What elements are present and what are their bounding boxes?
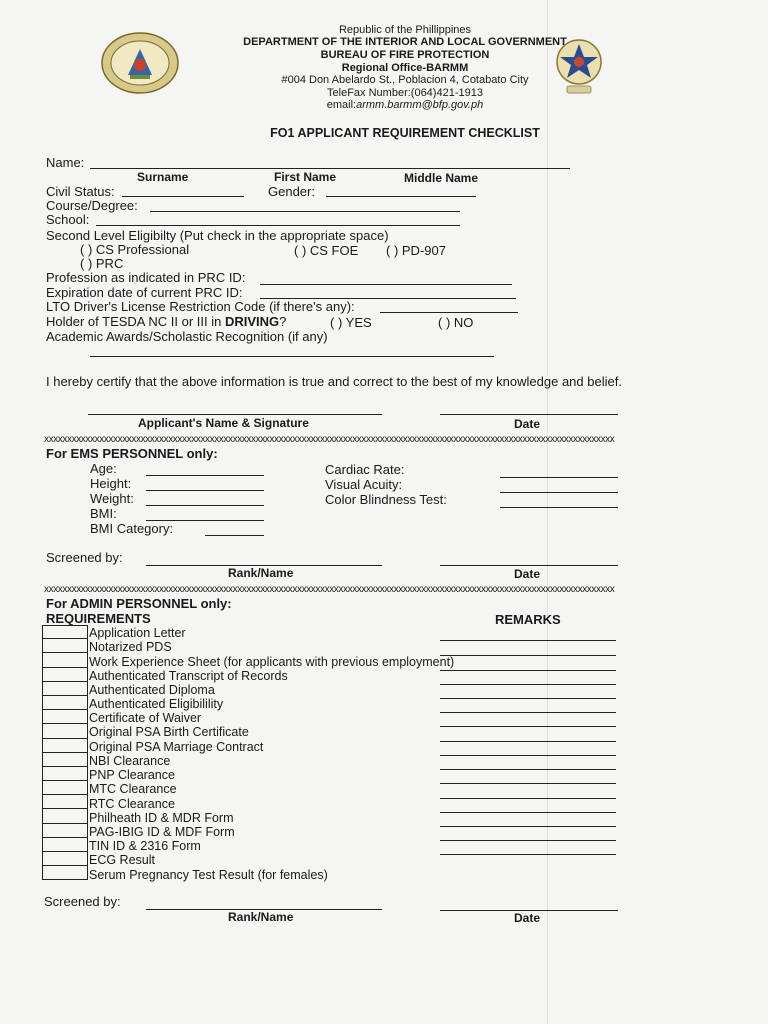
requirement-item: Serum Pregnancy Test Result (for females) [89,868,328,882]
name-label: Name: [46,155,85,170]
checkbox[interactable] [43,696,87,710]
cardiac-rate-line [500,477,618,478]
remarks-line[interactable] [440,783,616,784]
color-blindness-line [500,507,618,508]
requirement-item: Application Letter [89,626,186,640]
separator-1: xxxxxxxxxxxxxxxxxxxxxxxxxxxxxxxxxxxxxxxxxxxxxxxxxxxxxxxxxxxxxxxxxxxxxxxxxxxxxxxxxxxxxxxxxxxxxxxxxxxxxxxxxxxxxxxxxxxxxxxxxxxx [44,434,615,445]
remarks-line[interactable] [440,798,616,799]
age-label: Age: [90,461,117,476]
admin-rank-caption: Rank/Name [228,910,294,924]
requirement-item: Original PSA Marriage Contract [89,740,264,754]
remarks-line[interactable] [440,726,616,727]
applicant-signature-line [88,414,382,415]
remarks-line[interactable] [440,670,616,671]
requirement-item: PAG-IBIG ID & MDF Form [89,825,235,839]
height-line [146,490,264,491]
checkbox[interactable] [43,852,87,866]
paper-fold [547,0,548,1024]
requirement-item: Authenticated Diploma [89,683,215,697]
ems-screened-by-label: Screened by: [46,550,123,565]
requirement-item: Work Experience Sheet (for applicants with previous employment) [89,655,455,669]
option-yes: ( ) YES [330,315,372,330]
eligibility-label: Second Level Eligibilty (Put check in the appropriate space) [46,228,389,243]
checkbox[interactable] [43,753,87,767]
requirement-item: ECG Result [89,853,155,867]
checkbox[interactable] [43,653,87,667]
bmi-category-line [205,535,264,536]
remarks-line[interactable] [440,712,616,713]
gender-label: Gender: [268,184,315,199]
requirement-item: Authenticated Eligibilility [89,697,224,711]
remarks-line[interactable] [440,741,616,742]
course-line [150,211,460,212]
admin-screened-by-label: Screened by: [44,894,121,909]
color-blindness-label: Color Blindness Test: [325,492,447,507]
bfp-seal-icon [100,31,180,95]
civil-status-line [122,196,244,197]
requirement-item: TIN ID & 2316 Form [89,839,201,853]
header-regional-office: Regional Office-BARMM [341,62,469,74]
checkbox[interactable] [43,682,87,696]
gender-line [326,196,476,197]
checkbox[interactable] [43,625,87,639]
lto-line [380,312,518,313]
checkbox-column [42,625,88,880]
requirement-item: NBI Clearance [89,754,171,768]
remarks-line[interactable] [440,840,616,841]
applicant-signature-caption: Applicant's Name & Signature [138,416,309,430]
cardiac-rate-label: Cardiac Rate: [325,462,405,477]
remarks-line[interactable] [440,769,616,770]
page-title: FO1 APPLICANT REQUIREMENT CHECKLIST [270,126,540,140]
option-cs-professional: ( ) CS Professional [80,242,190,257]
header-address: #004 Don Abelardo St., Poblacion 4, Cotabato City [281,74,529,86]
requirement-item: Certificate of Waiver [89,711,202,725]
admin-date-caption: Date [514,911,541,925]
checkbox[interactable] [43,739,87,753]
requirement-item: RTC Clearance [89,797,175,811]
remarks-line[interactable] [440,812,616,813]
expiration-label: Expiration date of current PRC ID: [46,285,243,300]
tesda-label [46,314,286,329]
checkbox[interactable] [43,767,87,781]
visual-acuity-line [500,492,618,493]
middle-name-caption: Middle Name [404,171,479,185]
remarks-line[interactable] [440,826,616,827]
age-line [146,475,264,476]
requirement-item: PNP Clearance [89,768,175,782]
checkbox[interactable] [43,866,87,880]
applicant-date-line [440,414,618,415]
email-value: armm.barmm@bfp.gov.ph [356,99,484,111]
certification-text: I hereby certify that the above information is true and correct to the best of my knowledge and belief. [46,374,622,389]
course-label: Course/Degree: [46,198,138,213]
requirement-item: Original PSA Birth Certificate [89,725,249,739]
checkbox[interactable] [43,710,87,724]
remarks-line[interactable] [440,698,616,699]
checkbox[interactable] [43,724,87,738]
requirement-item: MTC Clearance [89,782,177,796]
header-email [170,99,640,111]
header-telefax: TeleFax Number:(064)421-1913 [327,87,483,99]
remarks-line[interactable] [440,655,616,656]
height-label: Height: [90,476,132,491]
checkbox[interactable] [43,838,87,852]
header-republic: Republic of the Phillippines [338,24,472,36]
checkbox[interactable] [43,809,87,823]
surname-caption: Surname [137,170,189,184]
school-label: School: [46,212,90,227]
checkbox[interactable] [43,824,87,838]
weight-line [146,505,264,506]
checkbox[interactable] [43,668,87,682]
header-bureau: BUREAU OF FIRE PROTECTION [320,49,490,61]
tesda-qmark: ? [279,314,287,329]
admin-heading: For ADMIN PERSONNEL only: [46,596,232,611]
ems-date-line [440,565,618,566]
tesda-text: Holder of TESDA NC II or III in [46,314,225,329]
option-no: ( ) NO [438,315,474,330]
ems-heading: For EMS PERSONNEL only: [46,446,218,461]
first-name-caption: First Name [274,170,337,184]
checkbox[interactable] [43,795,87,809]
ems-rank-caption: Rank/Name [228,566,294,580]
name-line [90,168,570,169]
bmi-category-label: BMI Category: [90,521,174,536]
bmi-label: BMI: [90,506,117,521]
requirement-item: Authenticated Transcript of Records [89,669,288,683]
applicant-date-caption: Date [514,417,541,431]
option-cs-foe: ( ) CS FOE [294,243,359,258]
lto-label: LTO Driver's License Restriction Code (if there's any): [46,299,355,314]
header-department: DEPARTMENT OF THE INTERIOR AND LOCAL GOVERNMENT [243,36,567,48]
email-label: email: [326,99,357,111]
separator-2: xxxxxxxxxxxxxxxxxxxxxxxxxxxxxxxxxxxxxxxxxxxxxxxxxxxxxxxxxxxxxxxxxxxxxxxxxxxxxxxxxxxxxxxxxxxxxxxxxxxxxxxxxxxxxxxxxxxxxxxxxxxx [44,584,615,595]
remarks-line[interactable] [440,684,616,685]
remarks-line[interactable] [440,640,616,641]
checkbox[interactable] [43,639,87,653]
profession-line [260,284,512,285]
option-pd-907: ( ) PD-907 [386,243,446,258]
profession-label: Profession as indicated in PRC ID: [46,270,246,285]
remarks-heading: REMARKS [495,612,561,627]
weight-label: Weight: [90,491,134,506]
checkbox[interactable] [43,781,87,795]
requirement-item: Philheath ID & MDR Form [89,811,234,825]
school-line [96,225,460,226]
requirements-heading: REQUIREMENTS [46,611,151,626]
ems-date-caption: Date [514,567,541,581]
awards-label: Academic Awards/Scholastic Recognition (if any) [46,329,328,344]
civil-status-label: Civil Status: [46,184,115,199]
remarks-line[interactable] [440,755,616,756]
requirement-item: Notarized PDS [89,640,172,654]
remarks-line[interactable] [440,854,616,855]
tesda-driving: DRIVING [224,314,280,329]
awards-line [90,356,494,357]
option-prc: ( ) PRC [80,256,124,271]
visual-acuity-label: Visual Acuity: [325,477,403,492]
